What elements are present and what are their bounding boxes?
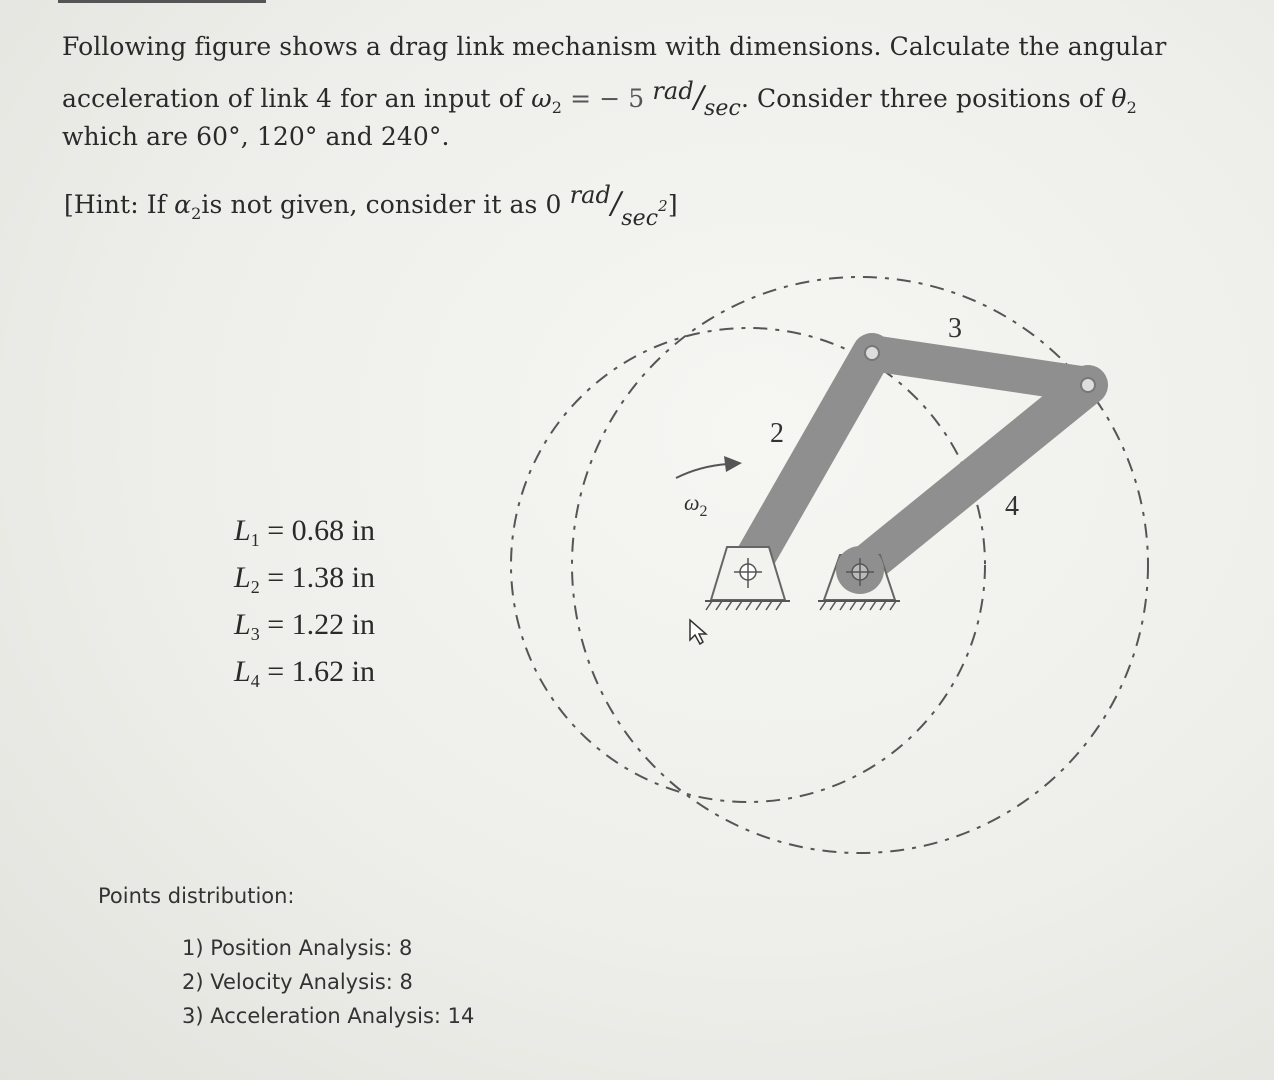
- question-line-2-start: acceleration of link 4 for an input of: [62, 84, 532, 113]
- link-3-label: 3: [948, 313, 962, 344]
- question-line-2: acceleration of link 4 for an input of $\omega_2$ = − 5 rad/sec. Consider three positions of $\theta_2$: [62, 77, 1137, 121]
- dimension-l4-var: L: [234, 655, 251, 688]
- joint-pin-b: [1081, 378, 1095, 392]
- hint-unit-exp: 2: [658, 197, 668, 215]
- rate-unit-den: sec: [704, 96, 741, 121]
- hint-unit-num: rad: [569, 181, 612, 209]
- alpha-symbol: α: [174, 190, 192, 219]
- question-line-1: Following figure shows a drag link mechanism with dimensions. Calculate the angular: [62, 32, 1167, 61]
- points-heading: Points distribution:: [98, 884, 295, 908]
- link-2: [748, 353, 872, 570]
- omega-arrowhead: [724, 456, 742, 472]
- dimension-l1-sub: 1: [250, 530, 260, 550]
- link-4: [860, 385, 1088, 570]
- question-line-2-end: . Consider three positions of: [740, 84, 1112, 113]
- dimension-l2-sub: 2: [250, 577, 260, 597]
- dimension-l3-var: L: [234, 608, 251, 641]
- omega-arrow: [676, 464, 728, 478]
- omega-subscript: 2: [551, 98, 563, 117]
- hint-middle: is not given, consider it as 0: [201, 190, 570, 219]
- omega-value: = − 5: [562, 84, 653, 113]
- link-3: [872, 353, 1088, 385]
- omega-symbol: ω: [531, 84, 552, 113]
- joint-pin-a: [865, 346, 879, 360]
- link-4-label: 4: [1005, 491, 1019, 522]
- theta-symbol: θ: [1111, 84, 1127, 113]
- mouse-cursor-icon: [690, 620, 706, 644]
- points-item-acceleration: 3) Acceleration Analysis: 14: [182, 1004, 475, 1028]
- rate-unit-num: rad: [652, 77, 694, 105]
- dimension-l4-sub: 4: [250, 671, 260, 691]
- dimension-l2-var: L: [234, 561, 251, 594]
- dimension-l1-value: = 0.68 in: [259, 514, 375, 547]
- dimension-l1-var: L: [234, 514, 251, 547]
- theta-subscript: 2: [1126, 98, 1137, 117]
- points-item-position: 1) Position Analysis: 8: [182, 936, 413, 960]
- hint-unit-den: sec: [621, 206, 659, 231]
- link-2-label: 2: [770, 418, 784, 449]
- hint-line: [Hint: If $\alpha_2is$ not given, consider it as 0 rad/sec2]: [64, 181, 678, 231]
- points-item-velocity: 2) Velocity Analysis: 8: [182, 970, 413, 994]
- dimension-l2-value: = 1.38 in: [259, 561, 375, 594]
- dimension-l3-value: = 1.22 in: [259, 608, 375, 641]
- dimension-l3-sub: 3: [250, 624, 260, 644]
- hint-suffix: ]: [667, 190, 678, 219]
- omega-2-label: $\omega_2$: [684, 490, 708, 520]
- question-line-3: which are 60°, 120° and 240°.: [62, 122, 450, 151]
- alpha-subscript: 2: [191, 204, 202, 223]
- hint-prefix: [Hint: If: [64, 190, 175, 219]
- dimension-l4-value: = 1.62 in: [259, 655, 375, 688]
